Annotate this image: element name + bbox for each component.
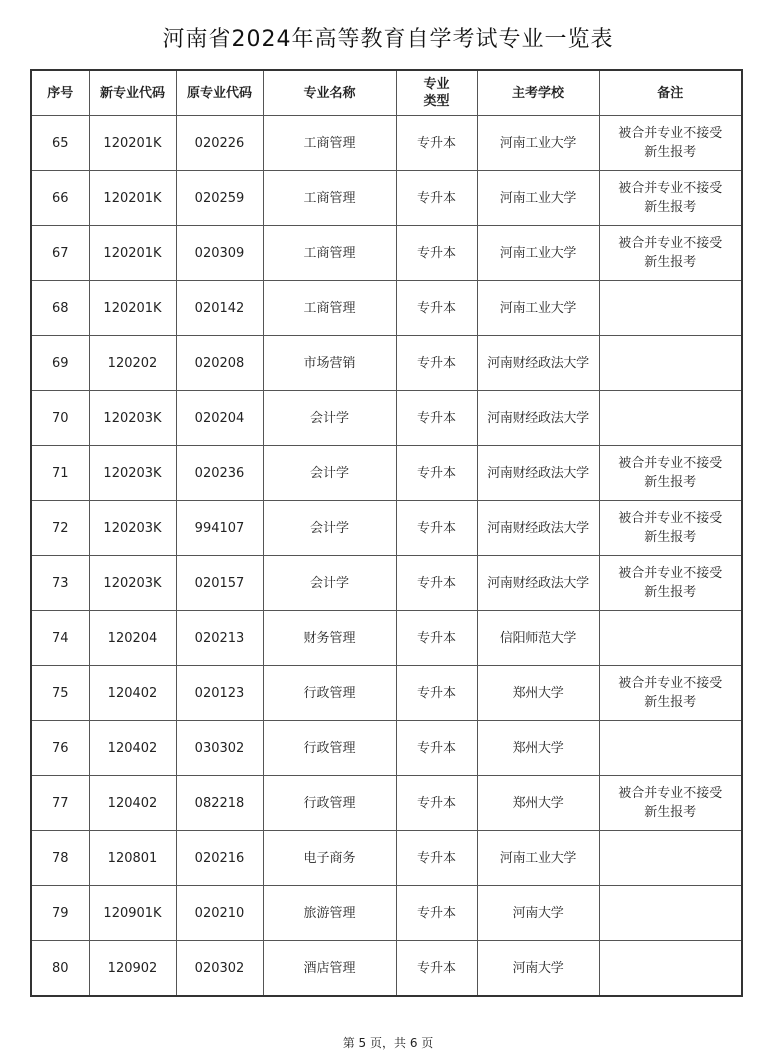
cell-school: 河南财经政法大学: [477, 391, 599, 446]
cell-school: 河南工业大学: [477, 226, 599, 281]
table-row: [31, 721, 742, 776]
cell-name: 工商管理: [263, 171, 396, 226]
cell-old-code: 020259: [176, 171, 263, 226]
cell-note: [599, 666, 742, 721]
cell-note: [599, 391, 742, 446]
cell-seq: 76: [31, 721, 89, 776]
cell-school: 河南大学: [477, 941, 599, 997]
note-note-line2: 新生报考: [644, 145, 697, 160]
cell-new-code: 120801: [89, 831, 176, 886]
cell-seq: 67: [31, 226, 89, 281]
cell-type: 专升本: [396, 171, 477, 226]
table-row: [31, 611, 742, 666]
cell-name: 工商管理: [263, 116, 396, 171]
cell-new-code: 120901K: [89, 886, 176, 941]
header-type-line2: 类型: [423, 94, 450, 109]
cell-new-code: 120201K: [89, 116, 176, 171]
cell-new-code: 120203K: [89, 501, 176, 556]
cell-type: 专升本: [396, 831, 477, 886]
cell-new-code: 120201K: [89, 281, 176, 336]
cell-type: 专升本: [396, 666, 477, 721]
cell-name: 行政管理: [263, 666, 396, 721]
note-note-line2: 新生报考: [644, 475, 697, 490]
cell-school: 郑州大学: [477, 721, 599, 776]
cell-old-code: 020309: [176, 226, 263, 281]
table-row: [31, 116, 742, 171]
cell-school: 信阳师范大学: [477, 611, 599, 666]
cell-old-code: 030302: [176, 721, 263, 776]
note-note-line2: 新生报考: [644, 255, 697, 270]
cell-new-code: 120402: [89, 776, 176, 831]
cell-old-code: 020142: [176, 281, 263, 336]
cell-seq: 78: [31, 831, 89, 886]
cell-note: [599, 281, 742, 336]
cell-type: 专升本: [396, 446, 477, 501]
cell-new-code: 120402: [89, 666, 176, 721]
note-note-line1: 被合并专业不接受: [618, 456, 723, 471]
table-row: [31, 831, 742, 886]
cell-new-code: 120203K: [89, 391, 176, 446]
cell-old-code: 020302: [176, 941, 263, 997]
header-seq: 序号: [31, 70, 89, 116]
table-row: [31, 391, 742, 446]
table-row: [31, 941, 742, 997]
table-row: [31, 226, 742, 281]
cell-seq: 77: [31, 776, 89, 831]
header-type-line1: 专业: [423, 77, 450, 92]
table-row: [31, 666, 742, 721]
table-row: [31, 886, 742, 941]
cell-name: 市场营销: [263, 336, 396, 391]
cell-type: 专升本: [396, 281, 477, 336]
header-name: 专业名称: [263, 70, 396, 116]
cell-new-code: 120202: [89, 336, 176, 391]
table-body: [31, 116, 742, 997]
cell-name: 电子商务: [263, 831, 396, 886]
cell-seq: 71: [31, 446, 89, 501]
cell-old-code: 020236: [176, 446, 263, 501]
cell-new-code: 120902: [89, 941, 176, 997]
cell-seq: 79: [31, 886, 89, 941]
note-note-line2: 新生报考: [644, 200, 697, 215]
cell-new-code: 120204: [89, 611, 176, 666]
cell-new-code: 120201K: [89, 226, 176, 281]
cell-old-code: 020208: [176, 336, 263, 391]
note-note-line2: 新生报考: [644, 805, 697, 820]
cell-old-code: 020210: [176, 886, 263, 941]
cell-note: [599, 226, 742, 281]
cell-type: 专升本: [396, 611, 477, 666]
cell-type: 专升本: [396, 391, 477, 446]
note-note-line2: 新生报考: [644, 530, 697, 545]
cell-school: 河南财经政法大学: [477, 501, 599, 556]
cell-school: 河南财经政法大学: [477, 556, 599, 611]
cell-school: 河南大学: [477, 886, 599, 941]
cell-new-code: 120402: [89, 721, 176, 776]
cell-seq: 68: [31, 281, 89, 336]
cell-name: 工商管理: [263, 281, 396, 336]
table-row: [31, 501, 742, 556]
header-type: [396, 70, 477, 116]
cell-new-code: 120203K: [89, 556, 176, 611]
cell-type: 专升本: [396, 886, 477, 941]
page-title: 河南省2024年高等教育自学考试专业一览表: [162, 27, 614, 52]
cell-name: 财务管理: [263, 611, 396, 666]
cell-school: 河南工业大学: [477, 171, 599, 226]
cell-note: [599, 336, 742, 391]
cell-new-code: 120203K: [89, 446, 176, 501]
cell-old-code: 020226: [176, 116, 263, 171]
note-note-line1: 被合并专业不接受: [618, 181, 723, 196]
cell-note: [599, 721, 742, 776]
header-school: 主考学校: [477, 70, 599, 116]
cell-school: 河南工业大学: [477, 116, 599, 171]
cell-type: 专升本: [396, 501, 477, 556]
table-row: [31, 171, 742, 226]
major-list-table: [30, 69, 743, 997]
cell-type: 专升本: [396, 226, 477, 281]
table-row: [31, 776, 742, 831]
cell-seq: 74: [31, 611, 89, 666]
note-note-line1: 被合并专业不接受: [618, 786, 723, 801]
cell-note: [599, 611, 742, 666]
table-row: [31, 336, 742, 391]
note-note-line2: 新生报考: [644, 695, 697, 710]
cell-school: 河南工业大学: [477, 831, 599, 886]
cell-type: 专升本: [396, 116, 477, 171]
cell-name: 会计学: [263, 391, 396, 446]
header-old-code: 原专业代码: [176, 70, 263, 116]
cell-seq: 65: [31, 116, 89, 171]
cell-old-code: 020123: [176, 666, 263, 721]
cell-seq: 66: [31, 171, 89, 226]
cell-type: 专升本: [396, 556, 477, 611]
cell-old-code: 020216: [176, 831, 263, 886]
cell-old-code: 994107: [176, 501, 263, 556]
cell-note: [599, 171, 742, 226]
cell-old-code: 020204: [176, 391, 263, 446]
header-note: 备注: [599, 70, 742, 116]
page-footer: 第 5 页，共 6 页: [342, 1036, 434, 1050]
cell-name: 旅游管理: [263, 886, 396, 941]
cell-new-code: 120201K: [89, 171, 176, 226]
note-note-line1: 被合并专业不接受: [618, 236, 723, 251]
cell-seq: 69: [31, 336, 89, 391]
cell-type: 专升本: [396, 336, 477, 391]
cell-name: 会计学: [263, 501, 396, 556]
table-header-row: [31, 70, 742, 116]
table-row: [31, 556, 742, 611]
cell-school: 郑州大学: [477, 776, 599, 831]
cell-school: 河南财经政法大学: [477, 446, 599, 501]
cell-name: 工商管理: [263, 226, 396, 281]
cell-note: [599, 941, 742, 997]
cell-school: 河南财经政法大学: [477, 336, 599, 391]
cell-name: 酒店管理: [263, 941, 396, 997]
cell-seq: 75: [31, 666, 89, 721]
note-note-line1: 被合并专业不接受: [618, 566, 723, 581]
cell-note: [599, 556, 742, 611]
cell-note: [599, 831, 742, 886]
cell-name: 行政管理: [263, 776, 396, 831]
cell-school: 河南工业大学: [477, 281, 599, 336]
cell-type: 专升本: [396, 721, 477, 776]
cell-note: [599, 446, 742, 501]
cell-type: 专升本: [396, 776, 477, 831]
cell-seq: 70: [31, 391, 89, 446]
note-note-line1: 被合并专业不接受: [618, 126, 723, 141]
cell-old-code: 020213: [176, 611, 263, 666]
cell-type: 专升本: [396, 941, 477, 997]
cell-old-code: 082218: [176, 776, 263, 831]
note-note-line2: 新生报考: [644, 585, 697, 600]
cell-old-code: 020157: [176, 556, 263, 611]
table-row: [31, 446, 742, 501]
cell-seq: 73: [31, 556, 89, 611]
cell-note: [599, 776, 742, 831]
cell-seq: 80: [31, 941, 89, 997]
cell-name: 行政管理: [263, 721, 396, 776]
cell-name: 会计学: [263, 556, 396, 611]
table-row: [31, 281, 742, 336]
cell-note: [599, 886, 742, 941]
note-note-line1: 被合并专业不接受: [618, 676, 723, 691]
cell-seq: 72: [31, 501, 89, 556]
cell-name: 会计学: [263, 446, 396, 501]
cell-note: [599, 116, 742, 171]
header-new-code: 新专业代码: [89, 70, 176, 116]
note-note-line1: 被合并专业不接受: [618, 511, 723, 526]
cell-note: [599, 501, 742, 556]
cell-school: 郑州大学: [477, 666, 599, 721]
